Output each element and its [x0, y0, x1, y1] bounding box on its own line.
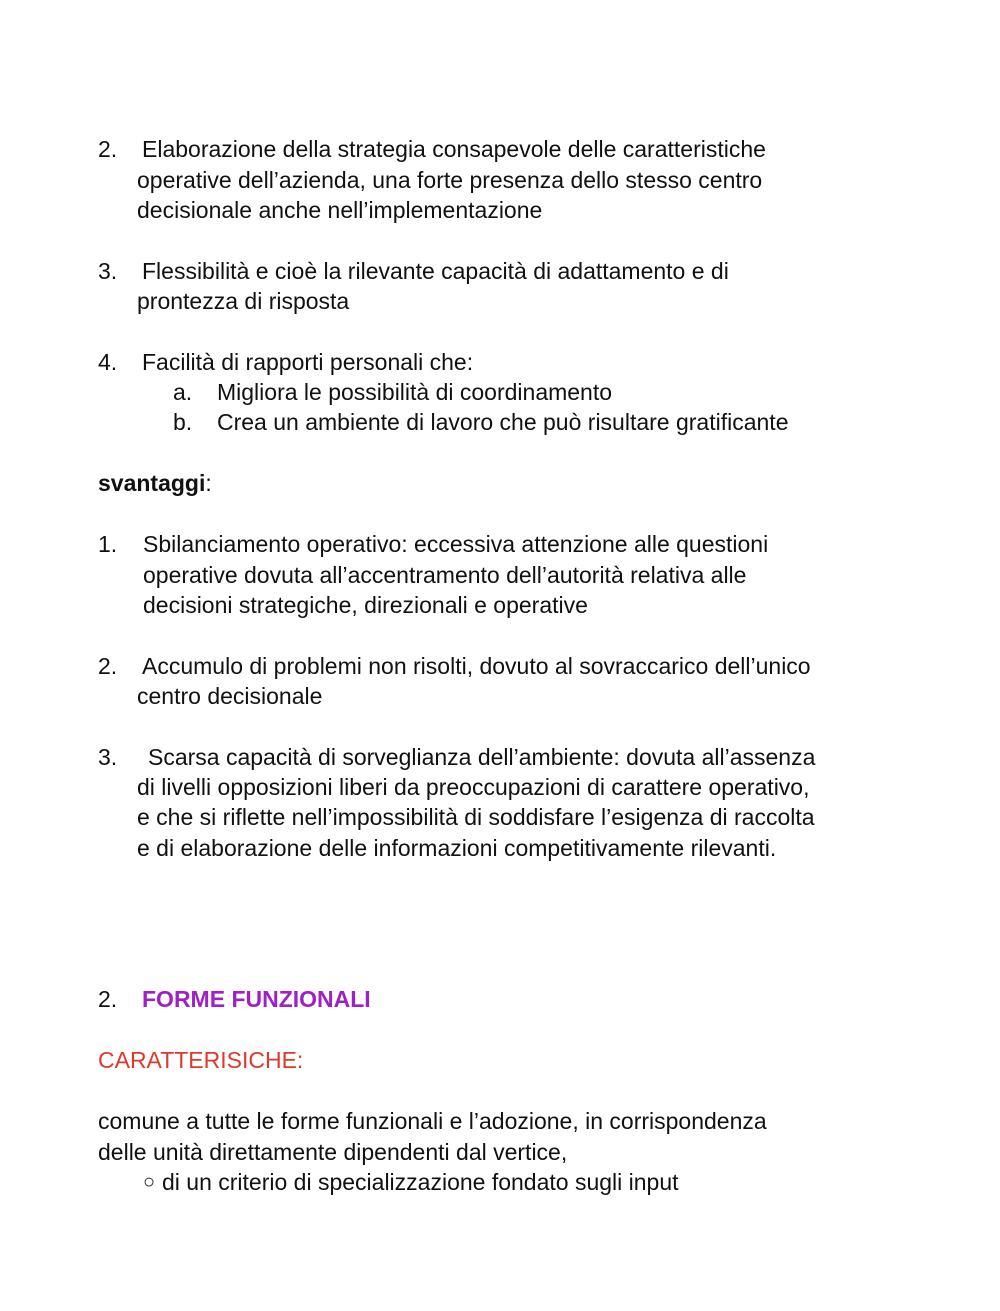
list-item-text: operative dell’azienda, una forte presenza dello stesso centro: [137, 167, 763, 193]
sublist-item-text: Crea un ambiente di lavoro che può risultare gratificante: [217, 409, 789, 435]
section-number: 2.: [98, 986, 118, 1012]
svantaggi-heading-colon: :: [205, 470, 212, 496]
list-item-text: Facilità di rapporti personali che:: [142, 349, 474, 375]
list-number: 2.: [98, 136, 118, 162]
list-item-text: Flessibilità e cioè la rilevante capacità di adattamento e di: [142, 258, 729, 284]
paragraph-line: comune a tutte le forme funzionali e l’adozione, in corrispondenza: [98, 1108, 767, 1134]
list-item-text: Elaborazione della strategia consapevole delle caratteristiche: [142, 136, 766, 162]
svantaggi-heading-word: svantaggi: [98, 470, 206, 496]
list-item-text: operative dovuta all’accentramento dell’autorità relativa alle: [143, 562, 747, 588]
sublist-letter: b.: [173, 409, 193, 435]
section-subheading: CARATTERISICHE:: [98, 1047, 304, 1073]
list-number: 3.: [98, 744, 118, 770]
list-item-text: Sbilanciamento operativo: eccessiva attenzione alle questioni: [143, 531, 769, 557]
list-item-text: centro decisionale: [137, 683, 323, 709]
list-item-text: decisioni strategiche, direzionali e operative: [143, 592, 588, 618]
list-number: 1.: [98, 531, 118, 557]
list-item-text: decisionale anche nell’implementazione: [137, 197, 543, 223]
list-number: 2.: [98, 653, 118, 679]
list-number: 4.: [98, 349, 118, 375]
hollow-circle-bullet-icon: ○: [143, 1171, 156, 1193]
list-item-text: e che si riflette nell’impossibilità di soddisfare l’esigenza di raccolta: [137, 804, 815, 830]
sublist-item-text: Migliora le possibilità di coordinamento: [217, 379, 613, 405]
svantaggi-heading: [98, 468, 212, 498]
list-number: 3.: [98, 258, 118, 284]
list-item-text: di livelli opposizioni liberi da preoccupazioni di carattere operativo,: [137, 774, 810, 800]
list-item-text: prontezza di risposta: [137, 288, 350, 314]
list-item-text: e di elaborazione delle informazioni competitivamente rilevanti.: [137, 835, 777, 861]
bullet-item-text: di un criterio di specializzazione fondato sugli input: [162, 1169, 679, 1195]
paragraph-line: delle unità direttamente dipendenti dal vertice,: [98, 1139, 568, 1165]
section-title: FORME FUNZIONALI: [142, 986, 371, 1012]
list-item-text: Scarsa capacità di sorveglianza dell’ambiente: dovuta all’assenza: [148, 744, 816, 770]
list-item-text: Accumulo di problemi non risolti, dovuto al sovraccarico dell’unico: [142, 653, 811, 679]
sublist-letter: a.: [173, 379, 193, 405]
